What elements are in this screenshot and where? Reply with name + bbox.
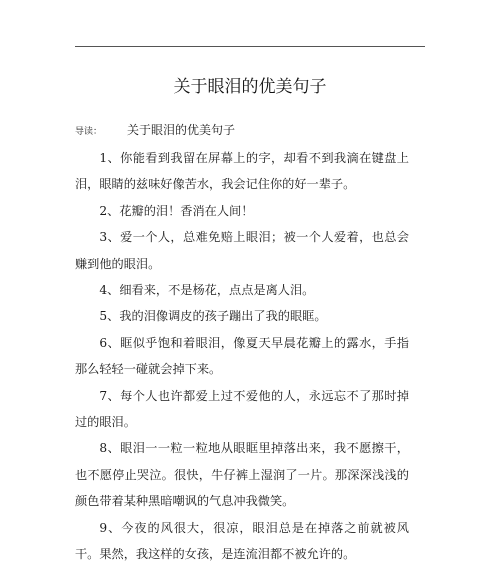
lead-line	[75, 122, 435, 140]
paragraph: 8、眼泪一一粒一粒地从眼眶里掉落出来，我不愿擦干，也不愿停止哭泣。很快，牛仔裤上湿润了一片。那深深浅浅的颜色带着某种黑暗嘲讽的气息冲我微笑。	[75, 441, 409, 509]
paragraph: 2、花瓣的泪！香消在人间！	[99, 203, 254, 218]
paragraph: 3、爱一个人，总难免赔上眼泪；被一个人爱着，也总会赚到他的眼泪。	[75, 230, 409, 271]
paragraph: 5、我的泪像调皮的孩子蹦出了我的眼眶。	[99, 309, 327, 324]
page-title: 关于眼泪的优美句子	[173, 77, 327, 97]
paragraph: 4、细看来，不是杨花，点点是离人泪。	[99, 283, 315, 298]
paragraph: 7、每个人也许都爱上过不爱他的人，永远忘不了那时掉过的眼泪。	[75, 388, 409, 430]
lead-tag: 导读：	[75, 127, 103, 137]
lead-text: 关于眼泪的优美句子	[127, 123, 236, 137]
header-divider	[75, 46, 425, 47]
document-body	[75, 145, 409, 568]
paragraph: 1、你能看到我留在屏幕上的字，却看不到我滴在键盘上泪，眼睛的兹味好像苦水，我会记住你的好一辈子。	[75, 151, 409, 192]
paragraph: 9、今夜的风很大，很凉，眼泪总是在掉落之前就被风干。果然，我这样的女孩，是连流泪都不被允许的。	[75, 520, 409, 562]
paragraph: 6、眶似乎饱和着眼泪，像夏天早晨花瓣上的露水，手指那么轻轻一碰就会掉下来。	[75, 335, 409, 377]
